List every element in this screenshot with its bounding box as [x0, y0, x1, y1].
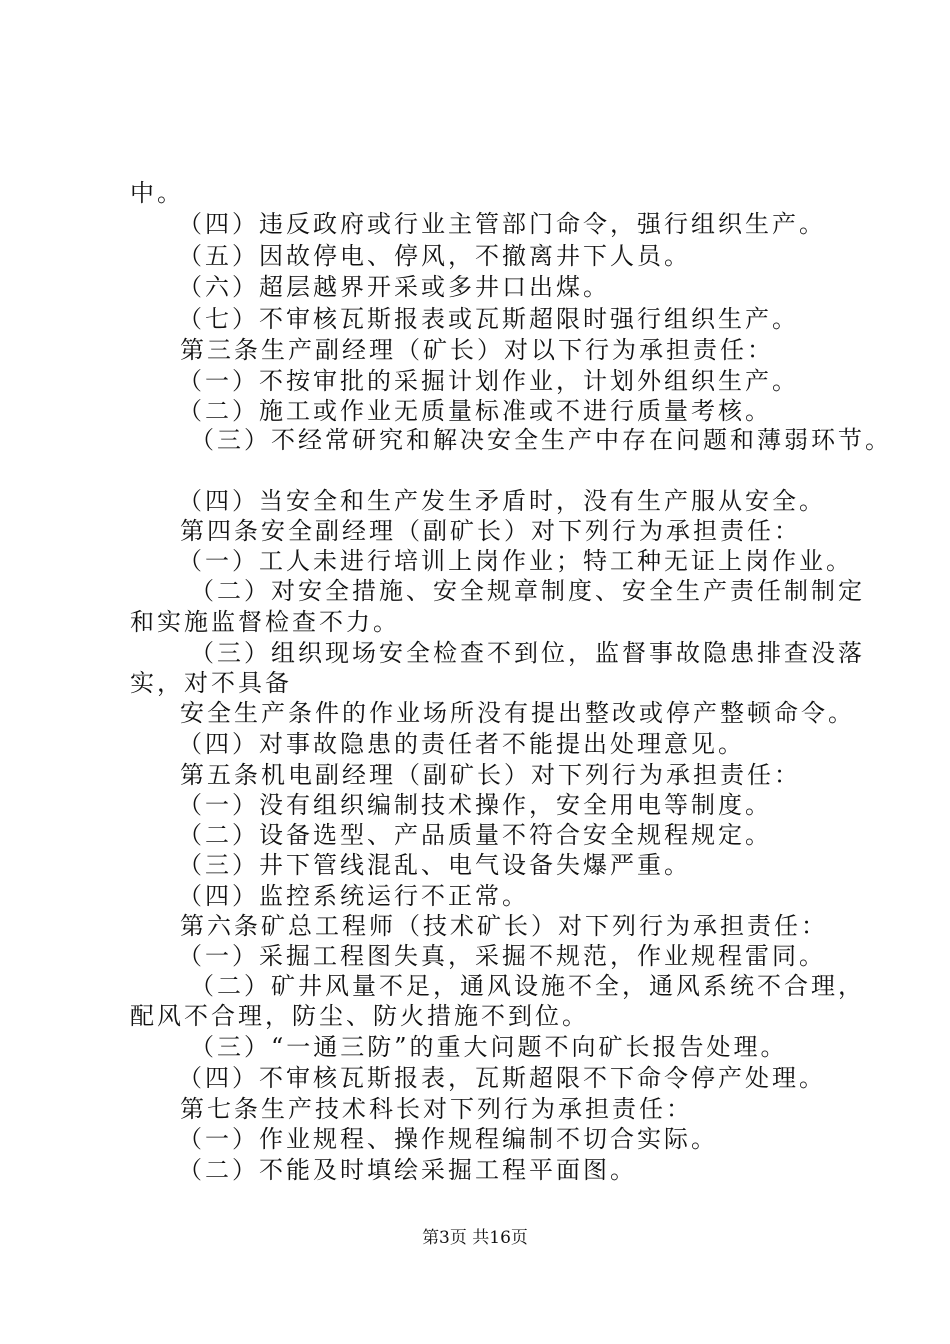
text-line: （三）不经常研究和解决安全生产中存在问题和薄弱环节。 — [190, 426, 892, 454]
text-line: （二）对安全措施、安全规章制度、安全生产责任制制定 — [190, 577, 865, 605]
text-line: （四）当安全和生产发生矛盾时，没有生产服从安全。 — [178, 487, 826, 515]
text-line: （一）不按审批的采掘计划作业，计划外组织生产。 — [178, 367, 799, 395]
text-line: （二）设备选型、产品质量不符合安全规程规定。 — [178, 821, 772, 849]
text-line: （七）不审核瓦斯报表或瓦斯超限时强行组织生产。 — [178, 305, 799, 333]
article-heading: 第六条矿总工程师（技术矿长）对下列行为承担责任： — [180, 912, 828, 940]
text-line: （四）不审核瓦斯报表，瓦斯超限不下命令停产处理。 — [178, 1064, 826, 1092]
text-line: （三）组织现场安全检查不到位，监督事故隐患排查没落 — [190, 639, 865, 667]
text-line: 实，对不具备 — [130, 669, 292, 697]
text-line: （一）采掘工程图失真，采掘不规范，作业规程雷同。 — [178, 942, 826, 970]
article-heading: 第五条机电副经理（副矿长）对下列行为承担责任： — [180, 761, 801, 789]
text-line: 配风不合理，防尘、防火措施不到位。 — [130, 1002, 589, 1030]
text-line: （二）施工或作业无质量标准或不进行质量考核。 — [178, 397, 772, 425]
article-heading: 第四条安全副经理（副矿长）对下列行为承担责任： — [180, 517, 801, 545]
text-line: （四）违反政府或行业主管部门命令，强行组织生产。 — [178, 210, 826, 238]
text-line: （一）工人未进行培训上岗作业；特工种无证上岗作业。 — [178, 547, 853, 575]
text-line: （三）井下管线混乱、电气设备失爆严重。 — [178, 851, 691, 879]
text-line: （三）“一通三防”的重大问题不向矿长报告处理。 — [190, 1033, 788, 1061]
text-line: 安全生产条件的作业场所没有提出整改或停产整顿命令。 — [180, 699, 855, 727]
text-line: （一）没有组织编制技术操作，安全用电等制度。 — [178, 791, 772, 819]
text-line: （二）矿井风量不足，通风设施不全，通风系统不合理， — [190, 972, 865, 1000]
text-line: （一）作业规程、操作规程编制不切合实际。 — [178, 1125, 718, 1153]
text-line: （四）监控系统运行不正常。 — [178, 882, 529, 910]
text-line: 中。 — [130, 179, 184, 207]
text-line: （二）不能及时填绘采掘工程平面图。 — [178, 1156, 637, 1184]
article-heading: 第三条生产副经理（矿长）对以下行为承担责任： — [180, 336, 774, 364]
text-line: （五）因故停电、停风，不撤离井下人员。 — [178, 242, 691, 270]
text-line: 和实施监督检查不力。 — [130, 608, 400, 636]
text-line: （四）对事故隐患的责任者不能提出处理意见。 — [178, 730, 745, 758]
text-line: （六）超层越界开采或多井口出煤。 — [178, 273, 610, 301]
page-footer: 第3页 共16页 — [422, 1228, 528, 1248]
article-heading: 第七条生产技术科长对下列行为承担责任： — [180, 1095, 693, 1123]
